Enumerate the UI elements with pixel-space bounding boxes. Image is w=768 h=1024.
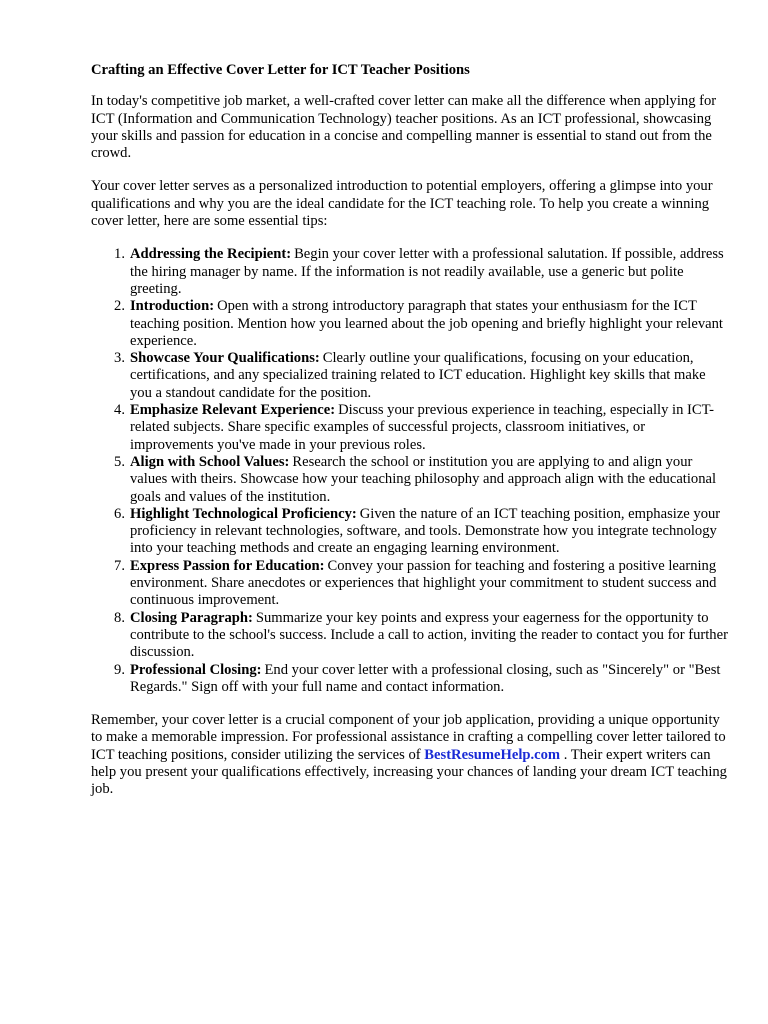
tip-heading: Showcase Your Qualifications:: [130, 350, 320, 367]
tip-text: Summarize your key points and express your eagerness for the opportunity to contribute to the school's success. Include a call to action, inviting the reader to contact you for further discussion.: [130, 609, 728, 661]
tip-item: [91, 298, 731, 350]
tip-text: Clearly outline your qualifications, focusing on your education, certifications, and any specialized training related to ICT education. Highlight key skills that make you a standout candidate for the position.: [130, 350, 706, 401]
tip-item: [91, 454, 731, 506]
tip-text: Convey your passion for teaching and fostering a positive learning environment. Share anecdotes or experiences that highlight your commitment to student success and continuous improvement.: [130, 557, 717, 609]
tip-heading: Professional Closing:: [130, 661, 262, 678]
tip-item: [91, 610, 731, 662]
tip-number: 6.: [114, 505, 125, 522]
closing-text-before-link: Remember, your cover letter is a crucial component of your job application, providing a unique opportunity to make a memorable impression. For professional assistance in crafting a compelling cover letter tailored to ICT teaching positions, consider utilizing the services of: [91, 712, 726, 763]
tip-number: 2.: [114, 298, 125, 315]
closing-text-after-link: . Their expert writers can help you present your qualifications effectively, increasing your chances of landing your dream ICT teaching job.: [91, 746, 727, 798]
tip-text: End your cover letter with a professional closing, such as "Sincerely" or "Best Regards." Sign off with your full name and contact information.: [130, 661, 721, 695]
tips-list: [91, 246, 731, 696]
tip-number: 9.: [114, 661, 125, 678]
tip-text: Begin your cover letter with a professional salutation. If possible, address the hiring manager by name. If the information is not readily available, use a generic but polite greeting.: [130, 246, 724, 297]
tip-item: [91, 350, 731, 402]
tip-text: Research the school or institution you are applying to and align your values with theirs. Showcase how your teaching philosophy and approach align with the educational goals and values of the institution.: [130, 453, 717, 505]
intro-paragraph-1: In today's competitive job market, a well-crafted cover letter can make all the difference when applying for ICT (Information and Communication Technology) teacher positions. As an ICT professional, showcasing your skills and passion for education in a concise and compelling manner is essential to stand out from the crowd.: [91, 93, 717, 162]
tip-number: 5.: [114, 453, 125, 470]
tip-heading: Closing Paragraph:: [130, 609, 253, 626]
closing-paragraph: [91, 712, 731, 798]
tip-number: 8.: [114, 609, 125, 626]
tip-item: [91, 246, 731, 298]
tip-heading: Introduction:: [130, 298, 215, 315]
tip-heading: Express Passion for Education:: [130, 557, 325, 574]
tip-number: 7.: [114, 557, 125, 574]
tip-number: 1.: [114, 246, 125, 263]
tip-text: Open with a strong introductory paragraph that states your enthusiasm for the ICT teaching position. Mention how you learned about the job opening and briefly highlight your relevant experience.: [130, 298, 723, 349]
tip-text: Given the nature of an ICT teaching position, emphasize your proficiency in relevant technologies, software, and tools. Demonstrate how you integrate technology into your teaching methods and create an engaging learning environment.: [130, 505, 721, 557]
tip-item: [91, 506, 731, 558]
tip-item: [91, 402, 731, 454]
tip-number: 4.: [114, 402, 125, 419]
tip-heading: Highlight Technological Proficiency:: [130, 505, 357, 522]
intro-paragraph-2: Your cover letter serves as a personalized introduction to potential employers, offering a glimpse into your qualifications and why you are the ideal candidate for the ICT teaching role. To help you create a winning cover letter, here are some essential tips:: [91, 178, 713, 230]
tip-text: Discuss your previous experience in teaching, especially in ICT-related subjects. Share specific examples of successful projects, classroom initiatives, or improvements you've made in your previous roles.: [130, 402, 715, 453]
tip-heading: Emphasize Relevant Experience:: [130, 402, 336, 419]
tip-item: [91, 558, 731, 610]
tip-number: 3.: [114, 350, 125, 367]
best-resume-help-link[interactable]: BestResumeHelp.com: [424, 746, 561, 763]
document-page: [91, 62, 731, 815]
document-title: Crafting an Effective Cover Letter for ICT Teacher Positions: [91, 62, 470, 78]
tip-heading: Addressing the Recipient:: [130, 246, 292, 263]
tip-item: [91, 662, 731, 697]
tip-heading: Align with School Values:: [130, 453, 290, 470]
